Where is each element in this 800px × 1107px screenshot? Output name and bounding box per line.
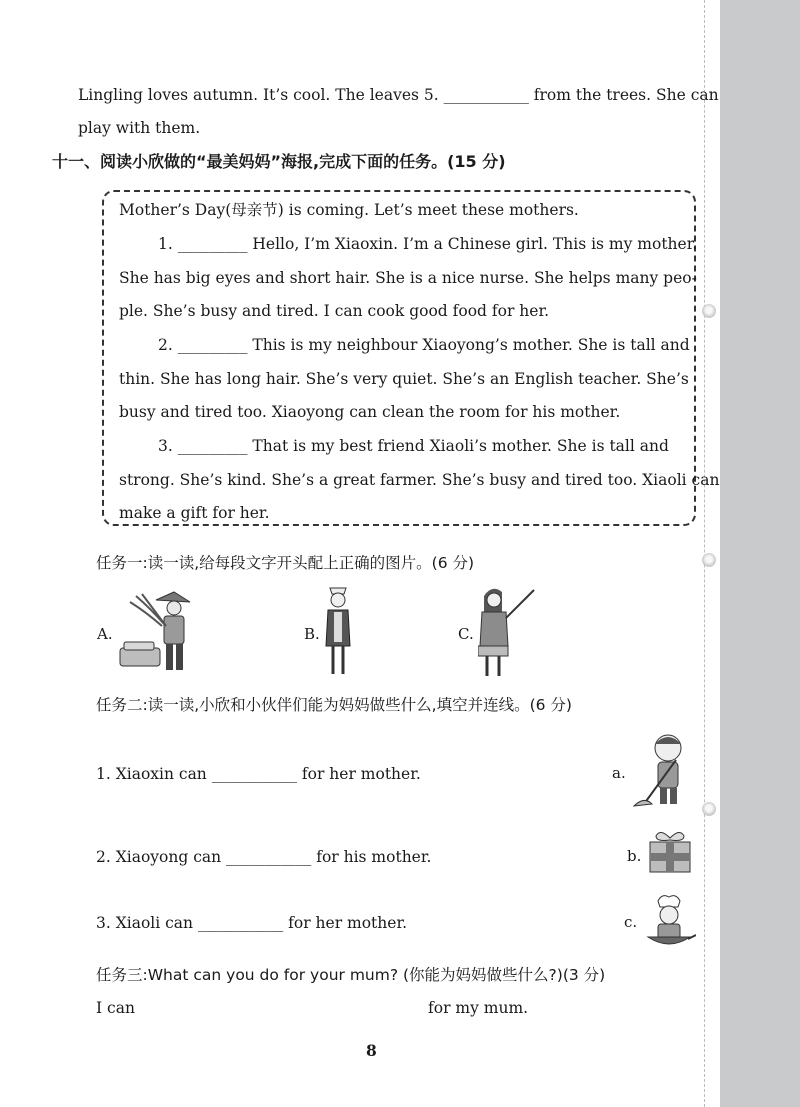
poster-line: 3. _________ That is my best friend Xiaoli’s mother. She is tall and <box>158 437 669 455</box>
choice-a-label: a. <box>612 764 626 782</box>
poster-line: Mother’s Day(母亲节) is coming. Let’s meet these mothers. <box>119 201 579 219</box>
task1-title: 任务一:读一读,给每段文字开头配上正确的图片。(6 分) <box>96 554 475 572</box>
teacher-picture <box>478 582 538 680</box>
binding-margin <box>720 0 800 1107</box>
farmer-picture <box>116 588 198 676</box>
poster-line: thin. She has long hair. She’s very quiet. She’s an English teacher. She’s <box>119 370 689 388</box>
poster-line: ple. She’s busy and tired. I can cook good food for her. <box>119 302 550 320</box>
punch-hole <box>702 553 716 567</box>
nurse-picture <box>320 582 356 680</box>
punch-hole <box>702 304 716 318</box>
choice-b-label: b. <box>627 847 642 865</box>
task3-answer-start: I can <box>96 999 135 1017</box>
task3-answer-end: for my mum. <box>428 999 529 1017</box>
task2-item: 2. Xiaoyong can ___________ for his mother. <box>96 848 432 866</box>
poster-line: 1. _________ Hello, I’m Xiaoxin. I’m a Chinese girl. This is my mother. <box>158 235 698 253</box>
option-b-label: B. <box>304 625 320 643</box>
poster-line: strong. She’s kind. She’s a great farmer. She’s busy and tired too. Xiaoli can <box>119 471 720 489</box>
intro-line: Lingling loves autumn. It’s cool. The leaves 5. ___________ from the trees. She can <box>78 86 719 104</box>
poster-line: busy and tired too. Xiaoyong can clean the room for his mother. <box>119 403 621 421</box>
task2-title: 任务二:读一读,小欣和小伙伴们能为妈妈做些什么,填空并连线。(6 分) <box>96 696 572 714</box>
task2-item: 1. Xiaoxin can ___________ for her mother. <box>96 765 421 783</box>
poster-line: She has big eyes and short hair. She is a nice nurse. She helps many peo- <box>119 269 697 287</box>
punch-hole <box>702 802 716 816</box>
task3-title: 任务三:What can you do for your mum? (你能为妈妈做些什么?)(3 分) <box>96 966 606 984</box>
option-c-label: C. <box>458 625 474 643</box>
cooking-picture <box>642 893 696 953</box>
choice-c-label: c. <box>624 913 638 931</box>
section-title: 十一、阅读小欣做的“最美妈妈”海报,完成下面的任务。(15 分) <box>52 152 506 171</box>
poster-line: make a gift for her. <box>119 504 270 522</box>
intro-line: play with them. <box>78 119 201 137</box>
option-a-label: A. <box>97 625 113 643</box>
page-number: 8 <box>366 1041 377 1060</box>
gift-box-icon <box>646 828 694 874</box>
boy-sweeping-picture <box>630 730 688 810</box>
task2-item: 3. Xiaoli can ___________ for her mother. <box>96 914 408 932</box>
poster-line: 2. _________ This is my neighbour Xiaoyong’s mother. She is tall and <box>158 336 690 354</box>
